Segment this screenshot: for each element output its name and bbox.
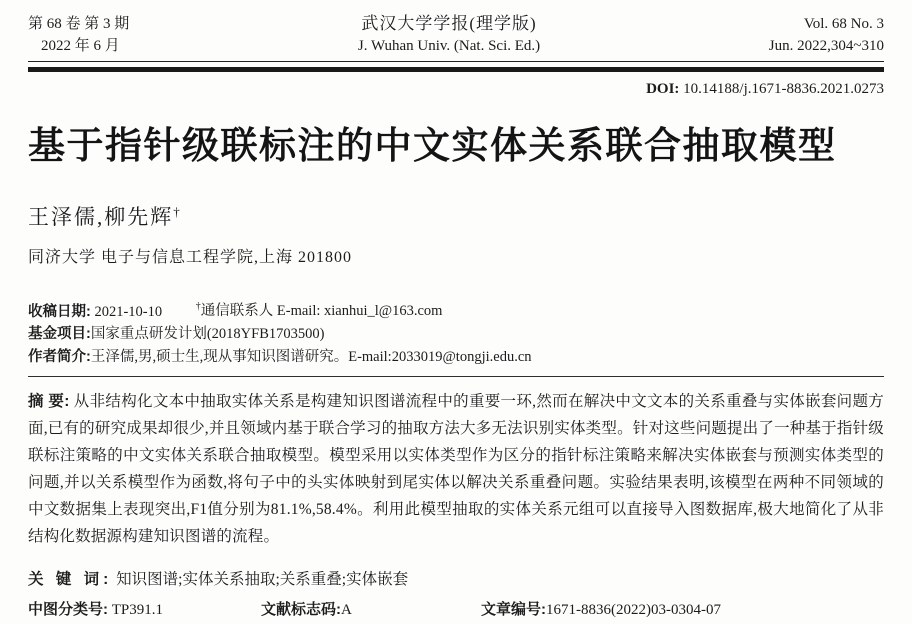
document-code [261,599,481,621]
author-bio-value: 王泽儒,男,硕士生,现从事知识图谱研究。E-mail:2033019@tongji.edu.cn [90,349,532,366]
keywords-line [28,566,884,593]
abstract-text: 从非结构化文本中抽取实体关系是构建知识图谱流程中的重要一环,然而在解决中文文本的关系重叠与实体嵌套问题方面,已有的研究成果却很少,并且领域内基于联合学习的抽取方法大多无法识别实体类型。针对这些问题提出了一种基于指针级联标注策略的中文实体关系联合抽取模型。模型采用以实体类型作为区分的指针标注策略来解决实体嵌套与预测实体类型的问题,并以关系模型作为函数,将句子中的头实体映射到尾实体以解决关系重叠问题。实验结果表明,该模型在两种不同领域的中文数据集上表现突出,F1值分别为81.1%,58.4%。利用此模型抽取的实体关系元组可以直接导入图数据库,极大地简化了从非结构化数据源构建知识图谱的流程。 [28,393,884,546]
volume-issue-en: Vol. 68 No. 3 [803,16,884,32]
masthead-volume-info [769,13,884,57]
keywords-label: 关 键 词: [28,570,113,588]
meta-bio-line [28,346,884,369]
fund-value: 国家重点研发计划(2018YFB1703500) [90,326,325,343]
dagger-mark: † [195,301,201,313]
article-meta [28,296,884,370]
meta-fund-line [28,323,884,346]
masthead-divider-thin [28,61,884,62]
article-number [481,599,721,621]
date-cn: 2022 年 6 月 [41,38,120,54]
received-date-value: 2021-10-10 [94,303,163,320]
keywords-text: 知识图谱;实体关系抽取;关系重叠;实体嵌套 [116,570,409,588]
doi-line [28,81,884,98]
abstract [28,388,884,550]
article-title: 基于指针级联标注的中文实体关系联合抽取模型 [28,124,837,166]
classification-line [28,599,884,621]
clc-number [28,599,261,621]
document-code-label: 文献标志码: [261,600,341,618]
meta-received-line [28,296,884,324]
doi-value: 10.14188/j.1671-8836.2021.0273 [683,80,884,97]
abstract-divider [28,376,884,377]
article-number-value: 1671-8836(2022)03-0304-07 [546,601,721,618]
masthead-journal-name [358,13,540,57]
journal-name-en: J. Wuhan Univ. (Nat. Sci. Ed.) [357,38,541,54]
corresponding-author-dagger: † [173,203,180,219]
author-names: 王泽儒,柳先辉 [28,204,174,229]
affiliation: 同济大学 电子与信息工程学院,上海 201800 [28,248,353,266]
clc-label: 中图分类号: [28,600,108,618]
volume-issue-cn: 第 68 卷 第 3 期 [28,16,130,32]
corresponding-email: 通信联系人 E-mail: xianhui_l@163.com [200,303,443,320]
corresponding-contact [196,303,443,319]
fund-label: 基金项目: [28,326,91,343]
received-date-label: 收稿日期: [28,303,91,320]
document-code-value: A [341,601,352,618]
authors-line [28,201,884,231]
journal-name-cn: 武汉大学学报(理学版) [361,14,537,33]
masthead-issue-info [28,13,129,57]
doi-label: DOI: [646,80,680,97]
abstract-label: 摘 要: [28,393,70,411]
date-pages-en: Jun. 2022,304~310 [768,38,884,54]
author-bio-label: 作者简介: [28,349,91,366]
masthead [28,13,884,57]
article-number-label: 文章编号: [481,600,546,618]
clc-value: TP391.1 [111,601,164,618]
masthead-divider-thick [28,67,884,72]
